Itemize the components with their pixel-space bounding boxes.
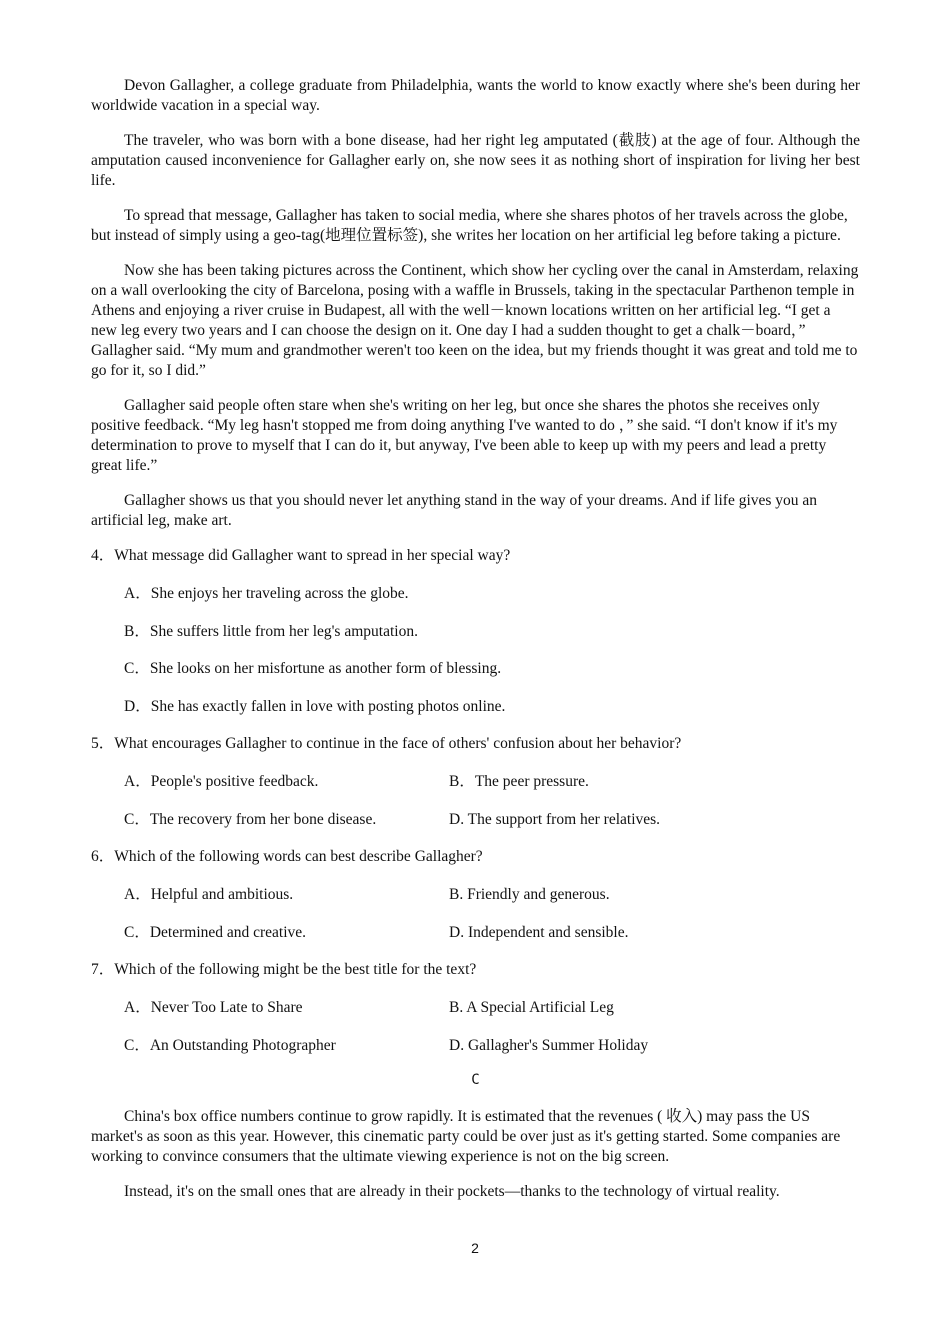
question-5-option-c: C．The recovery from her bone disease. <box>124 810 377 828</box>
question-7-option-c: C．An Outstanding Photographer <box>124 1036 336 1054</box>
question-6-option-a: A．Helpful and ambitious. <box>124 886 294 903</box>
question-7-stem: 7．Which of the following might be the best title for the text? <box>91 961 477 978</box>
document-page <box>91 76 860 1217</box>
passage-b-paragraph-6: Gallagher shows us that you should never let anything stand in the way of your dreams. And if life gives you an artificial leg, make art. <box>91 492 818 529</box>
question-7-options-row-1 <box>91 998 860 1036</box>
passage-b-paragraph-5: Gallagher said people often stare when she's writing on her leg, but once she shares the photos she receives only positive feedback. “My leg hasn't stopped me from doing anything I've wanted to do ，” she said. “I don't know if it's my determination to prove to myself that I can do it, but anyway, I've been able to keep up with my peers and lead a pretty great life.” <box>91 397 838 474</box>
question-6-option-c: C．Determined and creative. <box>124 923 307 941</box>
question-5-option-d: D. The support from her relatives. <box>449 810 661 828</box>
passage-b-paragraph-4: Now she has been taking pictures across the Continent, which show her cycling over the canal in Amsterdam, relaxing on a wall overlooking the city of Barcelona, posing with a waffle in Brussels, taking in the spectacular Parthenon temple in Athens and enjoying a river cruise in Budapest, all with the well－known locations written on her artificial leg. “I get a new leg every two years and I can choose the design on it. One day I had a sudden thought to get a chalk－board，” Gallagher said. “My mum and grandmother weren't too keen on the idea, but my friends thought it was great and told me to go for it, so I did.” <box>91 262 859 379</box>
question-7-options-row-2 <box>91 1036 860 1074</box>
passage-b-paragraph-2: The traveler, who was born with a bone disease, had her right leg amputated (截肢) at the age of four. Although the amputation caused inconvenience for Gallagher early on, she now sees it as nothing short of inspiration for living her best life. <box>91 132 860 189</box>
passage-c-paragraph-1: China's box office numbers continue to grow rapidly. It is estimated that the revenues ( 收入) may pass the US market's as soon as this year. However, this cinematic party could be over just as it's getting started. Some companies are working to convince consumers that the ultimate viewing experience is not on the big screen. <box>91 1108 841 1165</box>
question-6-option-b: B. Friendly and generous. <box>449 886 610 903</box>
question-5-stem: 5．What encourages Gallagher to continue in the face of others' confusion about her behavior? <box>91 735 682 752</box>
question-6-stem: 6．Which of the following words can best describe Gallagher? <box>91 848 483 865</box>
question-5-option-b: B．The peer pressure. <box>449 773 589 790</box>
question-7-option-d: D. Gallagher's Summer Holiday <box>449 1036 649 1054</box>
question-4-option-b-row <box>91 622 860 660</box>
question-6-options-row-1 <box>91 885 860 923</box>
section-c-heading: C <box>471 1072 480 1088</box>
question-5-options-row-2 <box>91 810 860 848</box>
question-7-option-a: A．Never Too Late to Share <box>124 999 303 1016</box>
page-number: 2 <box>471 1240 479 1256</box>
question-4-option-d: D．She has exactly fallen in love with posting photos online. <box>124 697 506 715</box>
question-4-option-d-row <box>91 697 860 735</box>
question-4-option-c-row <box>91 659 860 697</box>
question-5-options-row-1 <box>91 772 860 810</box>
question-4-option-b: B．She suffers little from her leg's amputation. <box>124 622 418 640</box>
passage-b-paragraph-3: To spread that message, Gallagher has taken to social media, where she shares photos of her travels across the globe, but instead of simply using a geo-tag(地理位置标签), she writes her location on her artificial leg before taking a picture. <box>91 207 848 244</box>
question-4-option-a-row <box>91 584 860 622</box>
question-5-option-a: A．People's positive feedback. <box>124 773 319 790</box>
question-4-stem: 4．What message did Gallagher want to spread in her special way? <box>91 547 511 564</box>
passage-c-paragraph-2: Instead, it's on the small ones that are already in their pockets—thanks to the technology of virtual reality. <box>124 1183 780 1200</box>
question-4-option-a: A．She enjoys her traveling across the globe. <box>124 585 409 602</box>
question-7-option-b: B. A Special Artificial Leg <box>449 999 614 1016</box>
question-6-options-row-2 <box>91 923 860 961</box>
question-4-option-c: C．She looks on her misfortune as another form of blessing. <box>124 660 502 677</box>
passage-b-paragraph-1: Devon Gallagher, a college graduate from Philadelphia, wants the world to know exactly where she's been during her worldwide vacation in a special way. <box>91 77 860 114</box>
question-6-option-d: D. Independent and sensible. <box>449 923 629 941</box>
